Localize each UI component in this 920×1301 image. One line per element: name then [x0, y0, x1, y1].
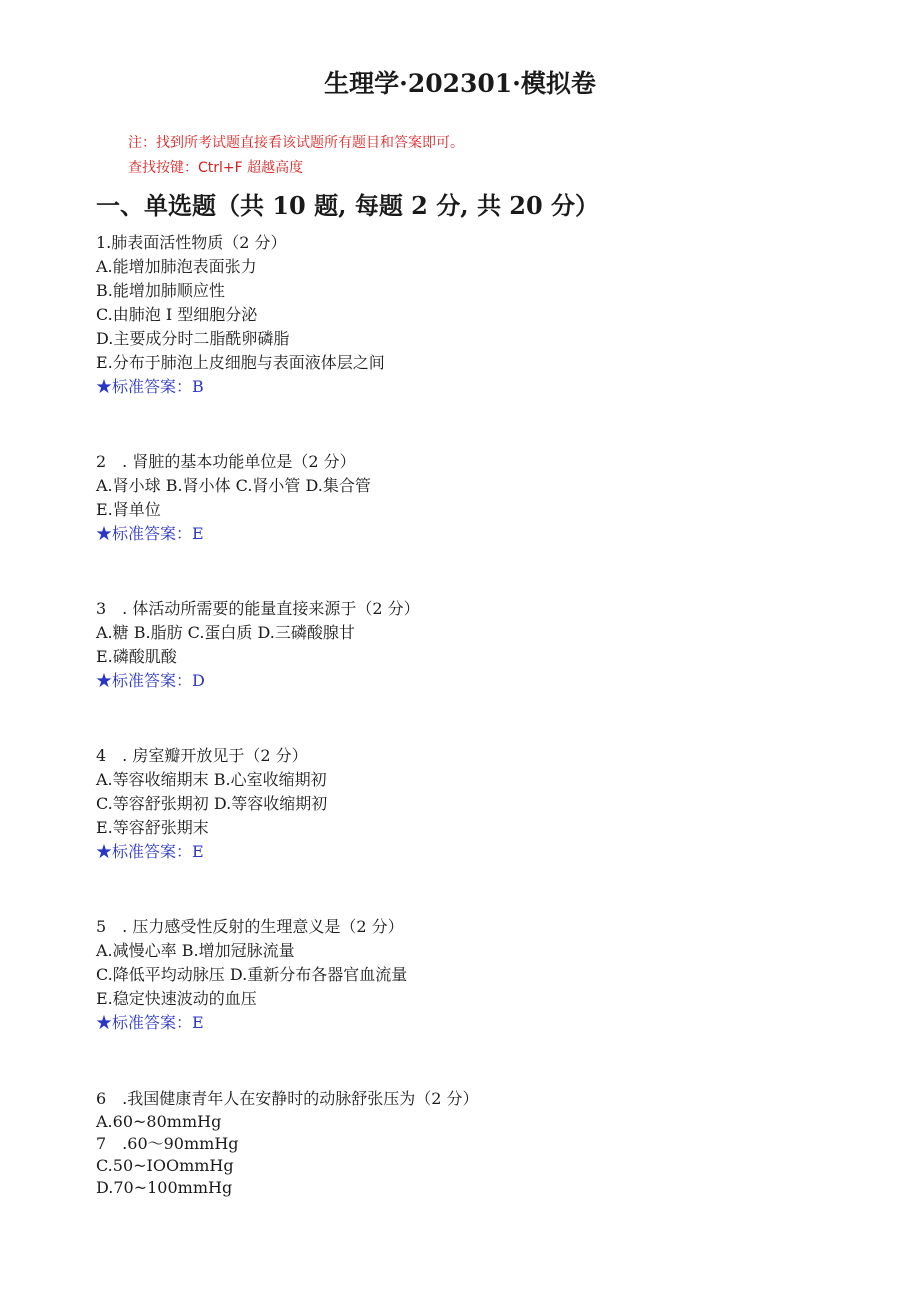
question-option: C.等容舒张期初 D.等容收缩期初	[96, 794, 328, 813]
question-stem: 2 . 肾脏的基本功能单位是（2 分）	[96, 452, 356, 471]
question-option: C.由肺泡 I 型细胞分泌	[96, 305, 258, 324]
question-option: E.肾单位	[96, 500, 161, 519]
question-2	[96, 450, 876, 546]
question-option: D.70~100mmHg	[96, 1178, 233, 1197]
question-option: D.主要成分时二脂酰卵磷脂	[96, 329, 290, 348]
question-option: E.磷酸肌酸	[96, 647, 177, 666]
question-stem: 6 .我国健康青年人在安静时的动脉舒张压为（2 分）	[96, 1089, 479, 1108]
question-option: 7 .60～90mmHg	[96, 1134, 239, 1153]
standard-answer: ★标准答案：E	[96, 1013, 204, 1032]
question-option: A.减慢心率 B.增加冠脉流量	[96, 941, 295, 960]
question-option: E.等容舒张期末	[96, 818, 209, 837]
search-hint: 查找按键：Ctrl+F 超越高度	[128, 160, 304, 176]
question-option: A.等容收缩期末 B.心室收缩期初	[96, 770, 327, 789]
question-6	[96, 1087, 876, 1199]
section-heading: 一、单选题（共 10 题, 每题 2 分, 共 20 分）	[96, 191, 600, 220]
question-option: E.稳定快速波动的血压	[96, 989, 257, 1008]
standard-answer: ★标准答案：D	[96, 671, 205, 690]
question-option: C.降低平均动脉压 D.重新分布各器官血流量	[96, 965, 408, 984]
standard-answer: ★标准答案：E	[96, 524, 204, 543]
question-option: B.能增加肺顺应性	[96, 281, 225, 300]
question-option: A.60~80mmHg	[96, 1112, 222, 1131]
standard-answer: ★标准答案：B	[96, 377, 204, 396]
question-5	[96, 915, 876, 1035]
question-4	[96, 744, 876, 864]
question-option: A.能增加肺泡表面张力	[96, 257, 257, 276]
question-option: E.分布于肺泡上皮细胞与表面液体层之间	[96, 353, 385, 372]
document-title: 生理学·202301·模拟卷	[324, 69, 596, 98]
question-option: A.糖 B.脂肪 C.蛋白质 D.三磷酸腺甘	[96, 623, 355, 642]
question-stem: 3 . 体活动所需要的能量直接来源于（2 分）	[96, 599, 420, 618]
standard-answer: ★标准答案：E	[96, 842, 204, 861]
question-stem: 5 . 压力感受性反射的生理意义是（2 分）	[96, 917, 404, 936]
search-note: 注：找到所考试题直接看该试题所有题目和答案即可。	[128, 135, 464, 151]
question-option: A.肾小球 B.肾小体 C.肾小管 D.集合管	[96, 476, 371, 495]
question-option: C.50~IOOmmHg	[96, 1156, 234, 1175]
question-3	[96, 597, 876, 693]
question-stem: 4 . 房室瓣开放见于（2 分）	[96, 746, 308, 765]
question-1	[96, 231, 876, 399]
question-stem: 1.肺表面活性物质（2 分）	[96, 233, 287, 252]
